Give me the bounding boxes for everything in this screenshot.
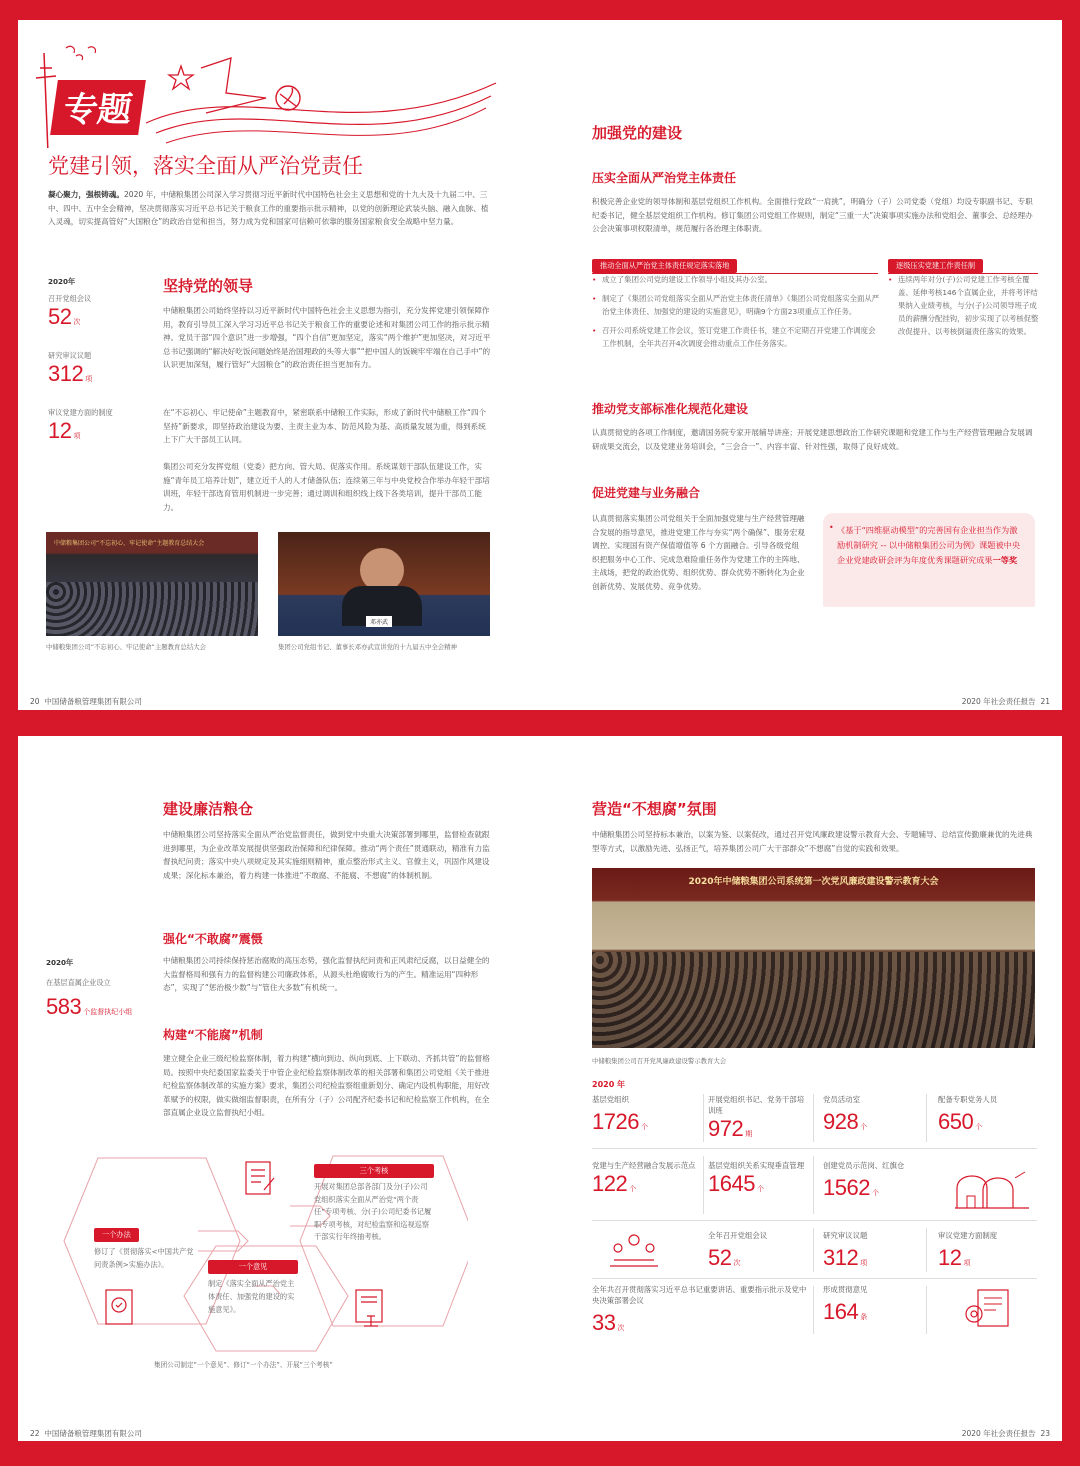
- sec4-body: 中储粮集团公司坚持标本兼治，以案为鉴、以案促改，通过召开党风廉政建设警示教育大会、专题辅导、总结宣传勤廉兼优的先进典型等方式，以激励先进、弘扬正气，培养集团公司广大干部群众“不想腐”自觉的实践和效果。: [592, 830, 1033, 853]
- stat-unit: 项: [85, 375, 93, 383]
- stat-unit: 期: [745, 1130, 753, 1138]
- box-three-assessments: [314, 1164, 434, 1244]
- stat-unit: 个监督执纪小组: [83, 1008, 133, 1016]
- spread-pages-22-23: [18, 736, 1062, 1441]
- stat-cell: [592, 1094, 697, 1135]
- stat-label: 基层党组织关系实现垂直管理: [708, 1161, 805, 1170]
- stat-label: 召开党组会议: [48, 294, 92, 303]
- stat-unit: 次: [733, 1259, 741, 1267]
- stat-label: 全年共召开贯彻落实习近平总书记重要讲话、重要指示批示及党中央决策部署会议: [592, 1285, 807, 1305]
- stat-unit: 项: [963, 1259, 971, 1267]
- stats-column: [48, 294, 148, 465]
- stamp-document-icon: [352, 1288, 392, 1332]
- intro-body: 2020 年，中储粮集团公司深入学习贯彻习近平新时代中国特色社会主义思想和党的十九大及十九届二中、三中、四中、五中全会精神，坚决贯彻落实习近平总书记关于粮食工作的重要指示批示精神，以党的创新理论武装头脑、融入血脉、植入灵魂，切实提高管好“大国粮仓”的政治自觉和担当，努力成为党和国家可信赖可依靠的服务国家粮食安全战略中坚力量。: [48, 190, 489, 226]
- box2-title: 三个考核: [314, 1164, 434, 1178]
- sec2-sub1: 压实全面从严治党主体责任: [592, 171, 737, 185]
- stat-583: [46, 994, 132, 1020]
- stat-value: 122: [592, 1171, 628, 1196]
- stat-label: 审议党建方面制度: [938, 1231, 998, 1240]
- sec3-body: 中储粮集团公司坚持落实全面从严治党监督责任，做到党中央重大决策部署到哪里，监督检查就跟进到哪里，为企业改革发展提供坚强政治保障和纪律保障。推动“两个责任”贯通联动，精准有力监督执纪问责；落实中央八项规定及其实施细则精神，重点整治形式主义、官僚主义，巩固作风建设成果；深化标本兼治，着力构建一体推进“不敢腐、不能腐、不想腐”的体制机制。: [163, 830, 490, 880]
- stat-value: 33: [592, 1310, 616, 1335]
- stat-label: 形成贯彻意见: [823, 1285, 868, 1294]
- stat-cell: [823, 1284, 923, 1325]
- box-one-opinion: [208, 1260, 298, 1316]
- box-one-method: [94, 1222, 224, 1271]
- photo1-banner-text: 中储粮集团公司“不忘初心、牢记使命”主题教育总结大会: [54, 540, 205, 547]
- meeting-people-icon: [604, 1230, 664, 1270]
- footer-right: [962, 696, 1050, 707]
- report-name: 2020 年社会责任报告: [961, 697, 1036, 706]
- pill-right: 逐级压实党建工作责任制: [888, 259, 983, 273]
- stat-value: 12: [938, 1245, 962, 1270]
- stat-cell: [708, 1230, 808, 1271]
- report-name: 2020 年社会责任报告: [961, 1429, 1036, 1438]
- footer-left: [30, 1428, 142, 1439]
- box1-title: 一个办法: [94, 1228, 139, 1242]
- stat-value: 1726: [592, 1109, 639, 1134]
- stat-cell: [823, 1230, 923, 1271]
- sub-b-title: 构建“不能腐”机制: [163, 1028, 263, 1042]
- stat-value: 1562: [823, 1175, 870, 1200]
- stat-item: [48, 408, 148, 465]
- sec3-title: 建设廉洁粮仓: [163, 800, 254, 818]
- page-number: 23: [1040, 1429, 1050, 1438]
- stat-cell: [592, 1284, 807, 1336]
- stat-cell: [823, 1094, 923, 1135]
- pill-left: 推动全面从严治党主体责任规定落实落地: [592, 259, 737, 273]
- certificate-icon: [102, 1288, 142, 1328]
- stat-label: 基层党组织: [592, 1095, 629, 1104]
- sub-a-title: 强化“不敢腐”震慑: [163, 932, 263, 946]
- sec4-title: 营造“不想腐”氛围: [592, 800, 717, 818]
- meeting-photo-2: [278, 532, 490, 636]
- stat-unit: 项: [73, 432, 81, 440]
- stat-cell: [708, 1160, 808, 1197]
- main-title: 党建引领，落实全面从严治党责任: [48, 154, 363, 178]
- bullets-right: [888, 273, 1040, 344]
- sec2-title: 加强党的建设: [592, 124, 683, 142]
- company-name: 中国储备粮管理集团有限公司: [44, 1429, 142, 1438]
- stat-cell: [823, 1160, 923, 1201]
- photo1-caption: 中储粮集团公司“不忘初心、牢记使命”主题教育总结大会: [46, 643, 206, 651]
- stat-unit: 次: [73, 318, 81, 326]
- stat-unit: 次: [617, 1324, 625, 1332]
- footer-right: [962, 1428, 1050, 1439]
- stat-item: [48, 294, 148, 351]
- stat-label: 研究审议议题: [48, 351, 92, 360]
- document-gear-icon: [958, 1286, 1018, 1330]
- page-number: 20: [30, 697, 40, 706]
- list-item: • 成立了集团公司党的建设工作领导小组及其办公室。: [592, 273, 882, 286]
- stat-value: 1645: [708, 1171, 755, 1196]
- page-number: 21: [1040, 697, 1050, 706]
- bullets-left: [592, 273, 882, 356]
- company-name: 中国储备粮管理集团有限公司: [44, 697, 142, 706]
- list-item: • 召开公司系统党建工作会议，签订党建工作责任书，建立不定期召开党建工作调度会工作机制，全年共召开4次调度会推动重点工作任务落实。: [592, 324, 882, 350]
- box2-body: 开展对集团总部各部门及分(子)公司党组织落实全面从严治党“两个责任”专项考核、分(子)公司纪委书记履职专项考核，对纪检监察和巡视巡察干部实行年终抽考核。: [314, 1182, 432, 1241]
- stat-value: 972: [708, 1116, 744, 1141]
- pill-right-wrap: [888, 253, 1038, 274]
- callout-text: 《基于“四维驱动模型”的完善国有企业担当作为激励机制研究 -- 以中储粮集团公司为例》课题被中央企业党建政研会评为年度优秀课题研究成果: [837, 525, 1021, 565]
- footer-left: [30, 696, 142, 707]
- sec2-sub2-body: 认真贯彻党的各项工作制度，邀请国务院专家开展辅导讲座；开展党建思想政治工作研究课题和党建工作与生产经营管理融合发展调研成果交流会，以及党建业务培训会，“三会合一”、内容丰富、针对性强，取得了良好成效。: [592, 428, 1033, 451]
- stat-label: 党员活动室: [823, 1095, 860, 1104]
- document-edit-icon: [242, 1160, 278, 1200]
- stat-label: 党建与生产经营融合发展示范点: [592, 1161, 696, 1170]
- sec1-title: 坚持党的领导: [163, 277, 254, 295]
- stat-label: 开展党组织书记、党务干部培训班: [708, 1095, 805, 1115]
- stat-label: 审议党建方面的制度: [48, 408, 113, 417]
- stat-label: 研究审议议题: [823, 1231, 868, 1240]
- pill-left-wrap: [592, 253, 878, 274]
- stat-value: 52: [48, 304, 72, 329]
- stats-year: 2020年: [48, 277, 76, 286]
- photo2-nameplate: 邓亦武: [366, 616, 392, 627]
- meeting-photo-1: [46, 532, 258, 636]
- award-callout: • 《基于“四维驱动模型”的完善国有企业担当作为激励机制研究 -- 以中储粮集团公司为例》课题被中央企业党建政研会评为年度优秀课题研究成果一等奖: [823, 513, 1035, 607]
- spread-pages-20-21: [18, 20, 1062, 710]
- box3-body: 制定《落实全面从严治党主体责任、加强党的建设的实施意见》。: [208, 1279, 295, 1314]
- grid-year: 2020 年: [592, 1080, 626, 1089]
- photo-caption: 中储粮集团公司召开党风廉政建设警示教育大会: [592, 1057, 727, 1065]
- stat-value: 12: [48, 418, 72, 443]
- list-item: • 连续两年对分(子)公司党建工作考核全覆盖、延伸考核146个直属企业，并将考评结果纳入业绩考核，与分(子)公司领导班子成员的薪酬分配挂钩，初步实现了以考核促整改促提升、以考核倒逼责任落实的效果。: [888, 273, 1040, 338]
- stat-cell: [708, 1094, 808, 1142]
- stat-unit: 个: [975, 1123, 983, 1131]
- granary-icon: [953, 1164, 1033, 1212]
- box1-body: 修订了《贯彻落实<中国共产党问责条例>实施办法》。: [94, 1247, 194, 1269]
- intro-paragraph: [48, 188, 492, 229]
- stat-label: 配备专职党务人员: [938, 1095, 998, 1104]
- stat-unit: 个: [756, 1185, 764, 1193]
- stat-value: 52: [708, 1245, 732, 1270]
- photo2-caption: 集团公司党组书记、董事长邓亦武宣讲党的十九届五中全会精神: [278, 643, 457, 651]
- sub-b-body: 建立健全企业三级纪检监察体制，着力构建“横向到边、纵向到底、上下联动、齐抓共管”的监督格局。按照中央纪委国家监委关于中管企业纪检监察体制改革的相关部署和集团公司党组《关于推进纪检监察体制改革的实施方案》要求，集团公司纪检监察组重新划分、确定内设机构职能，用好改革赋予的权限，做实做细监督职责，在所有分（子）公司配齐纪委书记和纪检监察工作机构，在全部直属企业设立监督执纪小组。: [163, 1054, 490, 1117]
- stat-value: 583: [46, 994, 82, 1019]
- stat-item: [48, 351, 148, 408]
- sec2-sub1-body: 积极完善企业党的领导体制和基层党组织工作机构。全面推行党政“一肩挑”，明确分（子）公司党委（党组）均设专职副书记、专职纪委书记，健全基层党组织工作机构。修订集团公司党组工作规则，制定“三重一大”决策事项实施办法和党组会、董事会、总经理办公会决策事项权限清单，规范履行各治理主体职责。: [592, 197, 1033, 233]
- stat-year: 2020年: [46, 958, 74, 967]
- stat-label: 在基层直属企业设立: [46, 978, 111, 987]
- stat-value: 312: [823, 1245, 859, 1270]
- sec2-sub3: 促进党建与业务融合: [592, 486, 701, 500]
- warning-conference-photo: [592, 868, 1035, 1048]
- stat-unit: 个: [871, 1189, 879, 1197]
- stat-cell: [938, 1094, 1038, 1135]
- sec2-sub3-body: 认真贯彻落实集团公司党组关于全面加强党建与生产经营管理融合发展的指导意见，推进党建工作与夯实“两个确保”、服务宏观调控、实现国有资产保值增值等 6 个方面融合。引导各级党组织把服务中心工作、完成急难险重任务作为党建工作的主阵地、主战场，把党的政治优势、组织优势、群众优势不断转化为企业创新优势、发展优势、竞争优势。: [592, 514, 805, 591]
- stat-unit: 条: [860, 1313, 868, 1321]
- sec1-paragraph-3: 集团公司充分发挥党组（党委）把方向、管大局、促落实作用。系统谋划干部队伍建设工作，实施“青年员工培养计划”，建立近千人的人才储备队伍；连续第三年与中央党校合作举办年轻干部培训班，年轻干部选育管用机制进一步完善；通过调训和组织线上线下各类培训，提升干部员工能力。: [163, 462, 490, 512]
- stat-value: 164: [823, 1299, 859, 1324]
- intro-lead: 凝心聚力，强根铸魂。: [48, 190, 124, 199]
- photo-banner-text: 2020年中储粮集团公司系统第一次党风廉政建设警示教育大会: [688, 877, 939, 887]
- list-item: • 制定了《集团公司党组落实全面从严治党主体责任清单》《集团公司党组落实全面从严治党主体责任、加强党的建设的实施意见》，明确9个方面23项重点工作任务。: [592, 292, 882, 318]
- stat-cell: [592, 1160, 697, 1197]
- sec1-paragraph-2: 在“不忘初心、牢记使命”主题教育中，紧密联系中储粮工作实际，形成了新时代中储粮工作“四个坚持”新要求，即坚持政治建设为要、主责主业为本、防范风险为基、高质量发展为重，得到系统上下广大干部员工认同。: [163, 408, 487, 444]
- stat-label: 创建党员示范岗、红旗仓: [823, 1161, 905, 1170]
- sub-a-body: 中储粮集团公司持续保持惩治腐败的高压态势，强化监督执纪问责和正风肃纪反腐，以日益健全的大监督格局和强有力的监督构建公司廉政体系，从源头杜绝腐败行为的产生。精准运用“四种形态”，实现了“惩治极少数”与“管住大多数”有机统一。: [163, 956, 490, 992]
- stat-unit: 个: [629, 1185, 637, 1193]
- stat-unit: 个: [860, 1123, 868, 1131]
- box3-title: 一个意见: [208, 1260, 298, 1274]
- sec1-paragraph-1: 中储粮集团公司始终坚持以习近平新时代中国特色社会主义思想为指引，充分发挥党建引领保障作用，教育引导员工深入学习习近平总书记关于粮食工作的重要论述和对集团公司工作的指示批示精神。党员干部“四个意识”进一步增强，“四个自信”更加坚定，落实“两个维护”更加坚决，对习近平总书记强调的“解决好吃饭问题始终是治国理政的头等大事”“把中国人的饭碗牢牢端在自己手中”的认识更加深刻，履行管好“大国粮仓”的政治责任担当更加有力。: [163, 306, 491, 369]
- stat-unit: 项: [860, 1259, 868, 1267]
- stat-value: 650: [938, 1109, 974, 1134]
- stat-label: 全年召开党组会议: [708, 1231, 768, 1240]
- stat-value: 312: [48, 361, 84, 386]
- diagram-caption: 集团公司制定“一个意见”、修订“一个办法”、开展“三个考核”: [154, 1361, 333, 1369]
- stat-cell: [938, 1230, 1038, 1271]
- stat-value: 928: [823, 1109, 859, 1134]
- callout-award: 一等奖: [992, 555, 1018, 565]
- banner-title: 专题: [50, 80, 146, 135]
- page-number: 22: [30, 1429, 40, 1438]
- sec2-sub2: 推动党支部标准化规范化建设: [592, 402, 749, 416]
- stat-unit: 个: [640, 1123, 648, 1131]
